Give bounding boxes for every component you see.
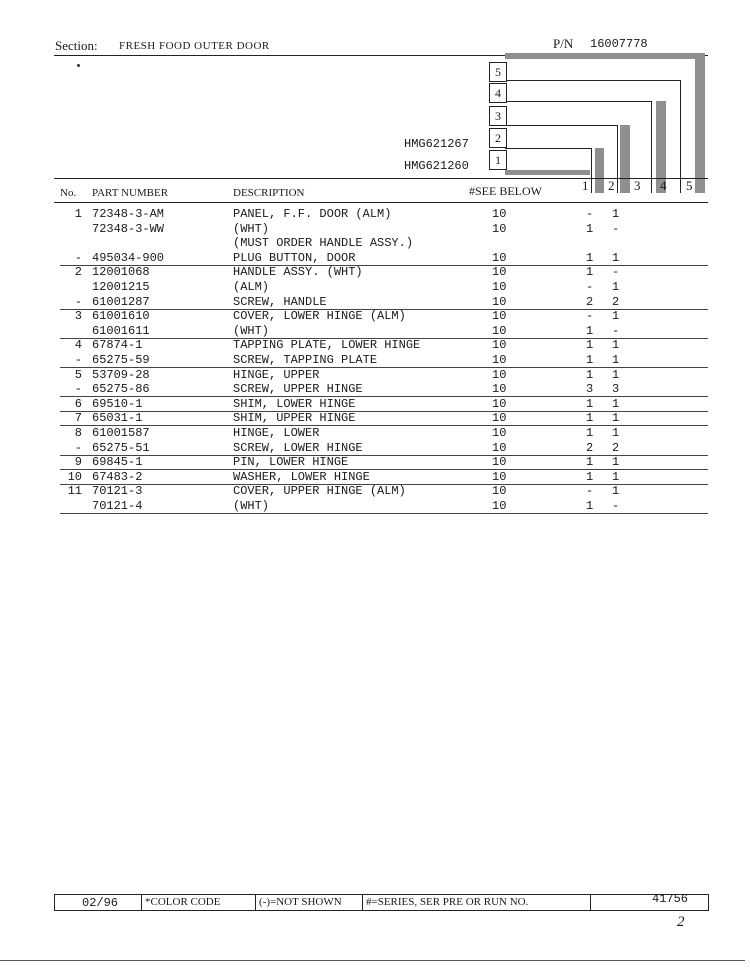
item-number: - bbox=[74, 251, 82, 265]
pn-label: P/N bbox=[553, 36, 574, 51]
part-number: 65275-59 bbox=[92, 353, 150, 367]
see-below-value: 10 bbox=[492, 499, 507, 513]
part-number: 65275-86 bbox=[92, 382, 150, 396]
model-col-2: 2 bbox=[608, 178, 615, 193]
section-label: Section: bbox=[55, 38, 98, 53]
see-below-value: 10 bbox=[492, 251, 507, 265]
item-number: 8 bbox=[74, 426, 82, 440]
part-description: PANEL, F.F. DOOR (ALM) bbox=[233, 207, 392, 221]
model-number: HMG621267 bbox=[404, 137, 469, 151]
footer-date: 02/96 bbox=[82, 896, 119, 910]
row-separator bbox=[60, 455, 708, 456]
model-1-qty: 1 bbox=[586, 324, 594, 338]
part-description: (WHT) bbox=[233, 222, 270, 236]
speck-mark bbox=[77, 64, 80, 67]
see-below-value: 10 bbox=[492, 309, 507, 323]
part-number: 69510-1 bbox=[92, 397, 143, 411]
item-number: 9 bbox=[74, 455, 82, 469]
part-description: HANDLE ASSY. (WHT) bbox=[233, 265, 363, 279]
part-description: COVER, LOWER HINGE (ALM) bbox=[233, 309, 406, 323]
model-col-3: 3 bbox=[634, 178, 641, 193]
model-2-qty: 1 bbox=[612, 484, 620, 498]
part-description: (WHT) bbox=[233, 499, 270, 513]
part-description: SCREW, TAPPING PLATE bbox=[233, 353, 378, 367]
part-description: SCREW, HANDLE bbox=[233, 295, 327, 309]
part-number: 61001610 bbox=[92, 309, 150, 323]
model-1-qty: - bbox=[586, 207, 594, 221]
model-2-qty: 2 bbox=[612, 441, 620, 455]
model-2-qty: 2 bbox=[612, 295, 620, 309]
row-separator bbox=[60, 367, 708, 368]
item-number: 5 bbox=[74, 368, 82, 382]
col-header-see-below: #SEE BELOW bbox=[469, 184, 542, 198]
col-header-no: No. bbox=[60, 187, 77, 199]
part-number: 70121-3 bbox=[92, 484, 143, 498]
see-below-value: 10 bbox=[492, 368, 507, 382]
item-number: 1 bbox=[74, 207, 82, 221]
see-below-value: 10 bbox=[492, 397, 507, 411]
part-description: SHIM, UPPER HINGE bbox=[233, 411, 356, 425]
row-separator bbox=[60, 425, 708, 426]
part-number: 495034-900 bbox=[92, 251, 165, 265]
model-2-qty: - bbox=[612, 222, 620, 236]
item-number: - bbox=[74, 353, 82, 367]
part-description: TAPPING PLATE, LOWER HINGE bbox=[233, 338, 421, 352]
model-1-qty: 2 bbox=[586, 295, 594, 309]
part-description: (WHT) bbox=[233, 324, 270, 338]
model-1-qty: 1 bbox=[586, 368, 594, 382]
part-number: 72348-3-AM bbox=[92, 207, 165, 221]
model-2-qty: - bbox=[612, 265, 620, 279]
part-number: 69845-1 bbox=[92, 455, 143, 469]
model-1-qty: 1 bbox=[586, 470, 594, 484]
model-2-qty: 1 bbox=[612, 338, 620, 352]
part-number: 53709-28 bbox=[92, 368, 150, 382]
part-number: 72348-3-WW bbox=[92, 222, 165, 236]
model-1-qty: 1 bbox=[586, 499, 594, 513]
pn-value: 16007778 bbox=[590, 37, 648, 51]
part-number: 61001287 bbox=[92, 295, 150, 309]
footer-color-code: *COLOR CODE bbox=[145, 896, 221, 908]
model-box-1: 1 bbox=[489, 150, 507, 170]
part-description: HINGE, LOWER bbox=[233, 426, 320, 440]
row-separator bbox=[60, 469, 708, 470]
model-col-1: 1 bbox=[582, 178, 589, 193]
row-separator bbox=[60, 513, 708, 514]
model-2-qty: 1 bbox=[612, 207, 620, 221]
part-description: (ALM) bbox=[233, 280, 270, 294]
part-number: 12001215 bbox=[92, 280, 150, 294]
row-separator bbox=[60, 411, 708, 412]
model-1-qty: 1 bbox=[586, 397, 594, 411]
model-1-qty: 1 bbox=[586, 353, 594, 367]
model-1-qty: 3 bbox=[586, 382, 594, 396]
part-number: 12001068 bbox=[92, 265, 150, 279]
part-description: WASHER, LOWER HINGE bbox=[233, 470, 370, 484]
part-number: 61001611 bbox=[92, 324, 150, 338]
see-below-value: 10 bbox=[492, 265, 507, 279]
model-1-qty: 1 bbox=[586, 455, 594, 469]
model-1-qty: 2 bbox=[586, 441, 594, 455]
footer-not-shown: (-)=NOT SHOWN bbox=[259, 896, 342, 908]
model-1-qty: - bbox=[586, 309, 594, 323]
header-row-bottom bbox=[54, 202, 708, 203]
item-number: 3 bbox=[74, 309, 82, 323]
see-below-value: 10 bbox=[492, 280, 507, 294]
section-name: FRESH FOOD OUTER DOOR bbox=[119, 40, 270, 52]
col-header-part-number: PART NUMBER bbox=[92, 187, 169, 199]
model-1-qty: - bbox=[586, 484, 594, 498]
part-number: 65031-1 bbox=[92, 411, 143, 425]
model-1-qty: - bbox=[586, 280, 594, 294]
model-2-qty: 1 bbox=[612, 455, 620, 469]
item-number: - bbox=[74, 382, 82, 396]
see-below-value: 10 bbox=[492, 426, 507, 440]
part-number: 61001587 bbox=[92, 426, 150, 440]
part-description: COVER, UPPER HINGE (ALM) bbox=[233, 484, 406, 498]
part-description: HINGE, UPPER bbox=[233, 368, 320, 382]
part-number: 67874-1 bbox=[92, 338, 143, 352]
page-bottom-rule bbox=[0, 960, 745, 961]
model-1-qty: 1 bbox=[586, 411, 594, 425]
model-col-5: 5 bbox=[686, 178, 693, 193]
row-separator bbox=[60, 265, 708, 266]
part-description: SHIM, LOWER HINGE bbox=[233, 397, 356, 411]
part-description: PLUG BUTTON, DOOR bbox=[233, 251, 356, 265]
see-below-value: 10 bbox=[492, 470, 507, 484]
row-separator bbox=[60, 396, 708, 397]
footer-series: #=SERIES, SER PRE OR RUN NO. bbox=[366, 896, 529, 908]
item-number: 2 bbox=[74, 265, 82, 279]
model-1-qty: 1 bbox=[586, 338, 594, 352]
part-number: 70121-4 bbox=[92, 499, 143, 513]
see-below-value: 10 bbox=[492, 484, 507, 498]
page-mark: 2 bbox=[677, 914, 685, 930]
part-description: SCREW, UPPER HINGE bbox=[233, 382, 363, 396]
part-description: (MUST ORDER HANDLE ASSY.) bbox=[233, 236, 414, 250]
footer-bottom-rule bbox=[54, 910, 708, 911]
model-1-qty: 1 bbox=[586, 222, 594, 236]
model-2-qty: 1 bbox=[612, 426, 620, 440]
model-2-qty: 1 bbox=[612, 353, 620, 367]
model-box-2: 2 bbox=[489, 128, 507, 148]
model-box-4: 4 bbox=[489, 83, 507, 103]
model-2-qty: 1 bbox=[612, 411, 620, 425]
model-2-qty: 3 bbox=[612, 382, 620, 396]
part-description: SCREW, LOWER HINGE bbox=[233, 441, 363, 455]
model-2-qty: 1 bbox=[612, 280, 620, 294]
model-2-qty: 1 bbox=[612, 309, 620, 323]
model-2-qty: 1 bbox=[612, 368, 620, 382]
part-number: 67483-2 bbox=[92, 470, 143, 484]
model-2-qty: - bbox=[612, 499, 620, 513]
see-below-value: 10 bbox=[492, 411, 507, 425]
model-col-4: 4 bbox=[660, 178, 667, 193]
model-box-3: 3 bbox=[489, 106, 507, 126]
part-description: PIN, LOWER HINGE bbox=[233, 455, 349, 469]
footer-doc-number: 41756 bbox=[652, 892, 689, 906]
model-2-qty: 1 bbox=[612, 470, 620, 484]
part-number: 65275-51 bbox=[92, 441, 150, 455]
item-number: 11 bbox=[67, 484, 82, 498]
model-1-qty: 1 bbox=[586, 426, 594, 440]
see-below-value: 10 bbox=[492, 441, 507, 455]
model-2-qty: 1 bbox=[612, 251, 620, 265]
see-below-value: 10 bbox=[492, 222, 507, 236]
see-below-value: 10 bbox=[492, 382, 507, 396]
see-below-value: 10 bbox=[492, 353, 507, 367]
model-1-qty: 1 bbox=[586, 251, 594, 265]
see-below-value: 10 bbox=[492, 455, 507, 469]
item-number: - bbox=[74, 295, 82, 309]
model-1-qty: 1 bbox=[586, 265, 594, 279]
item-number: 7 bbox=[74, 411, 82, 425]
model-number: HMG621260 bbox=[404, 159, 469, 173]
see-below-value: 10 bbox=[492, 207, 507, 221]
model-box-5: 5 bbox=[489, 62, 507, 82]
item-number: - bbox=[74, 441, 82, 455]
col-header-description: DESCRIPTION bbox=[233, 187, 305, 199]
see-below-value: 10 bbox=[492, 338, 507, 352]
model-2-qty: - bbox=[612, 324, 620, 338]
footer-top-rule bbox=[54, 894, 708, 895]
item-number: 6 bbox=[74, 397, 82, 411]
item-number: 4 bbox=[74, 338, 82, 352]
see-below-value: 10 bbox=[492, 324, 507, 338]
item-number: 10 bbox=[67, 470, 82, 484]
see-below-value: 10 bbox=[492, 295, 507, 309]
model-2-qty: 1 bbox=[612, 397, 620, 411]
